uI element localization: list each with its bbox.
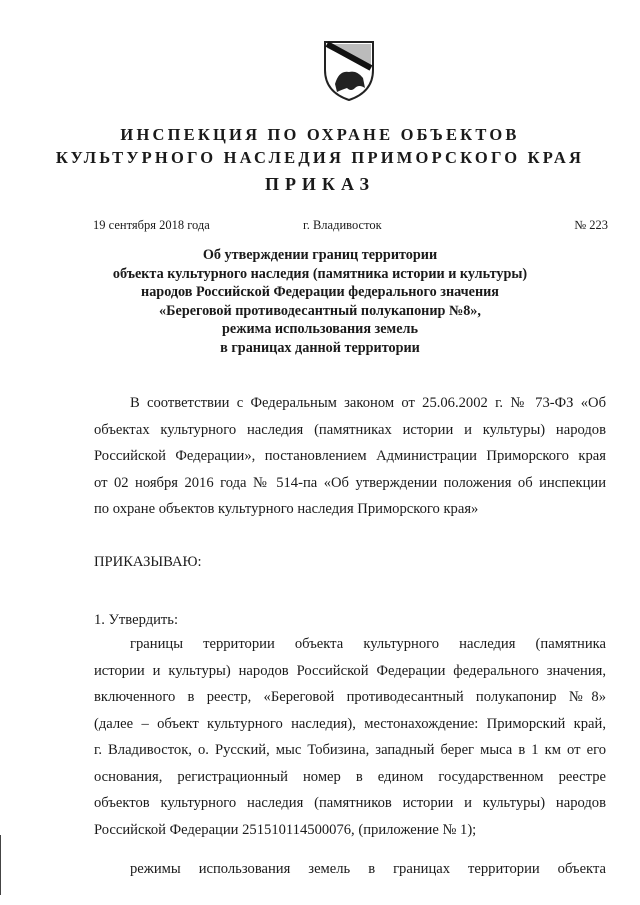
text-line: основания, регистрационный номер в едином государственном реестре bbox=[94, 768, 606, 785]
text-line: границы территории объекта культурного наследия (памятника bbox=[130, 636, 606, 652]
subject-line: в границах данной территории bbox=[220, 339, 420, 356]
agency-name-line2: КУЛЬТУРНОГО НАСЛЕДИЯ ПРИМОРСКОГО КРАЯ bbox=[55, 148, 585, 167]
text-line: объектов культурного наследия (памятников истории и культуры) народов bbox=[94, 795, 606, 811]
text-line: г. Владивосток, о. Русский, мыс Тобизина, западный берег мыса в 1 км от его bbox=[94, 742, 606, 758]
text-line: от 02 ноября 2016 года № 514-па «Об утверждении положения об инспекции bbox=[94, 474, 606, 491]
item-paragraph-continued bbox=[94, 856, 606, 883]
item-heading: 1. Утвердить: bbox=[94, 612, 179, 628]
text-line: объектах культурного наследия (памятниках истории и культуры) народов bbox=[94, 421, 606, 438]
preamble-paragraph bbox=[94, 390, 606, 523]
scan-edge-mark bbox=[0, 835, 1, 895]
item-paragraph bbox=[94, 631, 606, 843]
subject-line: объекта культурного наследия (памятника истории и культуры) bbox=[112, 265, 528, 282]
subject-line: Об утверждении границ территории bbox=[202, 247, 438, 263]
text-line: (далее – объект культурного наследия), местонахождение: Приморский край, bbox=[94, 715, 606, 732]
subject-line: «Береговой противодесантный полукапонир №8», bbox=[159, 302, 481, 319]
text-line: режимы использования земель в границах территории объекта bbox=[130, 861, 606, 877]
document-subject bbox=[0, 246, 640, 358]
document-number: № 223 bbox=[574, 218, 608, 232]
subject-line: режима использования земель bbox=[222, 321, 418, 338]
text-line: по охране объектов культурного наследия Приморского края» bbox=[94, 501, 479, 517]
text-line: включенного в реестр, «Береговой противодесантный полукапонир №8» bbox=[94, 689, 606, 705]
document-date: 19 сентября 2018 года bbox=[93, 218, 210, 232]
text-line: Российской Федерации», постановлением Администрации Приморского края bbox=[94, 448, 606, 464]
subject-line: народов Российской Федерации федерального значения bbox=[141, 284, 499, 301]
order-directive: ПРИКАЗЫВАЮ: bbox=[94, 554, 202, 570]
text-line: Российской Федерации 251510114500076, (приложение № 1); bbox=[94, 821, 477, 838]
text-line: В соответствии с Федеральным законом от 25.06.2002 г. № 73-ФЗ «Об bbox=[130, 395, 606, 411]
text-line: истории и культуры) народов Российской Федерации федерального значения, bbox=[94, 662, 606, 679]
document-city: г. Владивосток bbox=[303, 218, 382, 232]
document-type: ПРИКАЗ bbox=[264, 174, 376, 194]
agency-name-line1: ИНСПЕКЦИЯ ПО ОХРАНЕ ОБЪЕКТОВ bbox=[120, 125, 520, 144]
coat-of-arms-icon bbox=[323, 40, 375, 102]
